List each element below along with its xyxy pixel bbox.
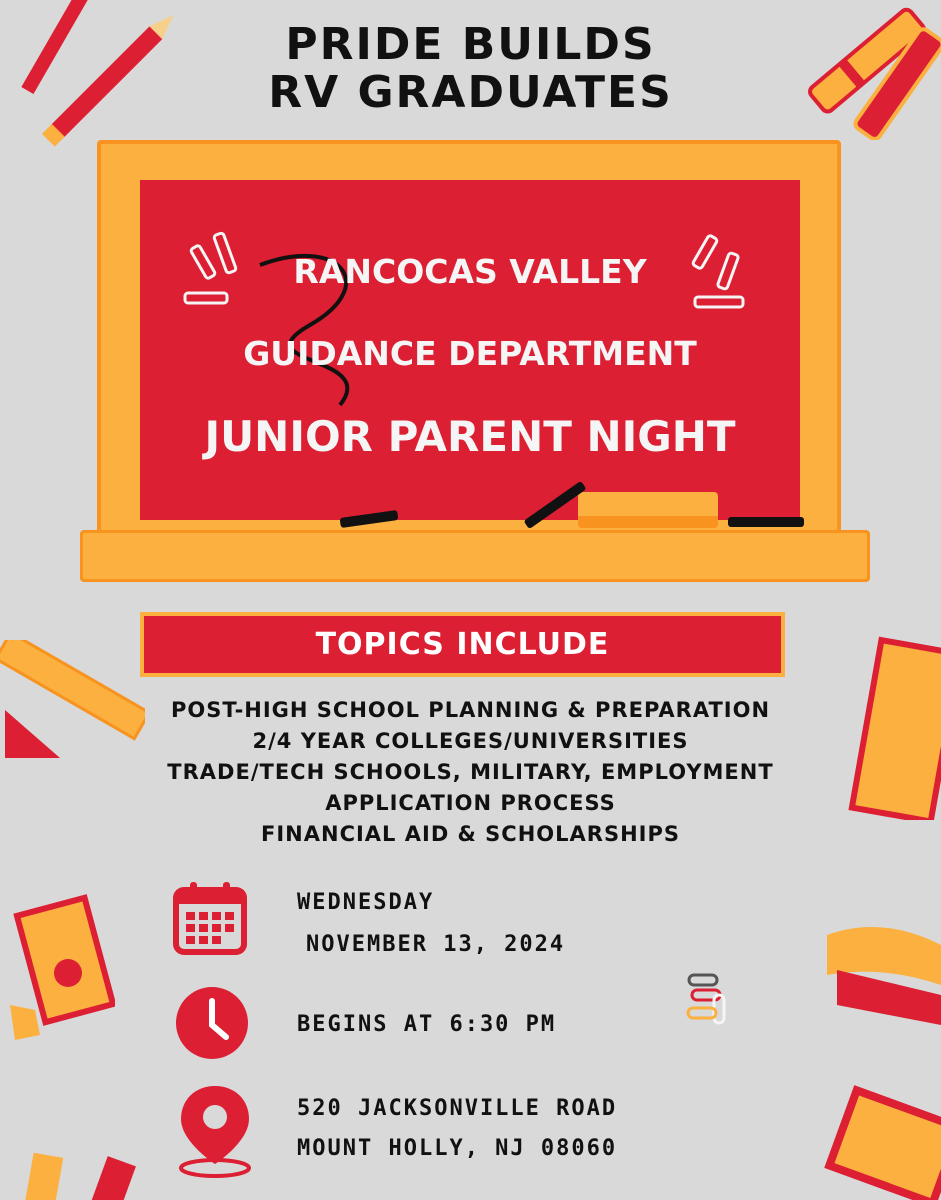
ruler-decoration xyxy=(0,640,145,760)
list-item: APPLICATION PROCESS xyxy=(325,791,616,815)
calendar-icon xyxy=(172,880,248,956)
topics-banner-label: TOPICS INCLUDE xyxy=(315,627,610,662)
header-line-2: RV GRADUATES xyxy=(268,67,673,118)
board-line-1: RANCOCAS VALLEY xyxy=(293,252,647,291)
list-item: FINANCIAL AID & SCHOLARSHIPS xyxy=(261,822,680,846)
event-address-line-2: MOUNT HOLLY, NJ 08060 xyxy=(297,1136,618,1161)
board-line-2: GUIDANCE DEPARTMENT xyxy=(243,334,697,373)
eraser-block-decoration xyxy=(820,1085,941,1200)
eraser-decoration xyxy=(578,492,718,528)
stapler-decoration xyxy=(822,915,941,1035)
location-pin-icon xyxy=(175,1082,255,1178)
clock-icon xyxy=(174,985,250,1061)
list-item: 2/4 YEAR COLLEGES/UNIVERSITIES xyxy=(252,729,689,753)
chalk-stick-decoration xyxy=(728,517,804,527)
list-item: POST-HIGH SCHOOL PLANNING & PREPARATION xyxy=(170,698,771,722)
board-line-3: JUNIOR PARENT NIGHT xyxy=(204,412,736,461)
event-time: BEGINS AT 6:30 PM xyxy=(297,1012,557,1037)
notebook-decoration xyxy=(842,625,941,820)
paperclips-decoration xyxy=(684,970,744,1030)
chalkboard-ledge xyxy=(80,530,870,582)
list-item: TRADE/TECH SCHOOLS, MILITARY, EMPLOYMENT xyxy=(167,760,774,784)
sharpener-decoration xyxy=(0,885,115,1055)
event-day: WEDNESDAY xyxy=(297,890,435,915)
event-address-line-1: 520 JACKSONVILLE ROAD xyxy=(297,1096,618,1121)
crayons-bottom-decoration xyxy=(0,1145,150,1200)
header-line-1: PRIDE BUILDS xyxy=(285,19,656,70)
event-date: NOVEMBER 13, 2024 xyxy=(306,932,566,957)
